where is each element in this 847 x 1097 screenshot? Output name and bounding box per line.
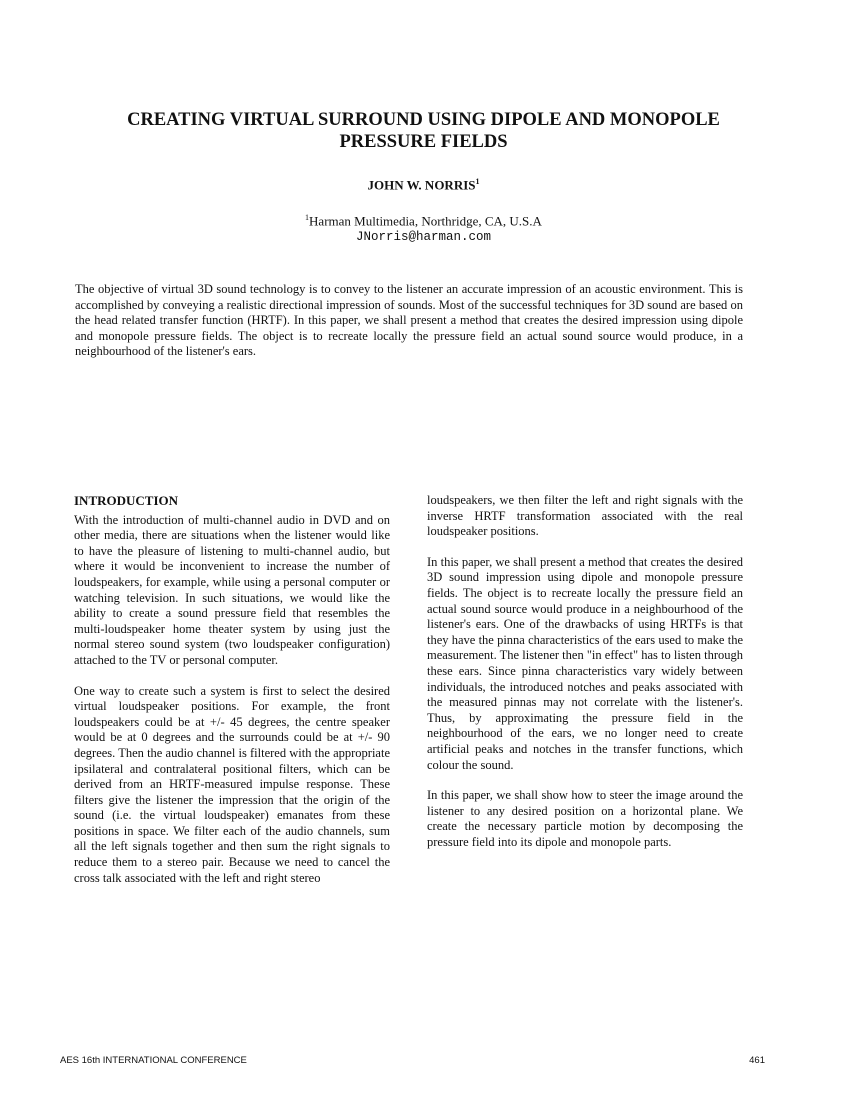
affiliation-superscript: 1 (305, 213, 310, 222)
intro-paragraph-1: With the introduction of multi-channel audio in DVD and on other media, there are situations when the listener would like to have the pleasure of listening to multi-channel audio, but where it would be inconvenient to increase the number of loudspeakers, for example, while using a personal computer or watching television. In such situations, we would like the ability to create a sound pressure field that resembles the multi-loudspeaker home theater system by using just the normal stereo sound system (two loudspeaker configuration) attached to the TV or personal computer. (74, 512, 390, 667)
author-superscript: 1 (475, 177, 480, 186)
author-email: JNorris@harman.com (355, 230, 492, 245)
footer-page-number: 461 (749, 1055, 765, 1066)
section-heading-introduction: INTRODUCTION (74, 493, 179, 508)
intro-paragraph-2: One way to create such a system is first to select the desired virtual loudspeaker positions. For example, the front loudspeakers could be at +/- 45 degrees, the centre speaker would be at 0 degrees and the surrounds could be at +/- 90 degrees. Then the audio channel is filtered with the appropriate ipsilateral and contralateral positional filters, which can be derived from an HRTF-measured impulse response. These filters give the listener the impression that the origin of the sound (i.e. the virtual loudspeaker) emanates from these positions in space. We filter each of the audio channels, sum all the left signals together and then sum the right signals to reduce them to a stereo pair. Because we need to cancel the cross talk associated with the left and right stereo (74, 683, 390, 885)
intro-paragraph-3: In this paper, we shall present a method that creates the desired 3D sound impression using dipole and monopole pressure fields. The object is to recreate locally the pressure field an actual sound source would produce in a neighbourhood of the listener's ears. One of the drawbacks of using HRTFs is that they have the pinna characteristics of the ears used to make the measurement. The listener then "in effect" has to listen through these ears. Since pinna characteristics vary widely between individuals, the introduced notches and peaks associated with the measured pinnas may not correlate with the listener's. Thus, by approximating the pressure field in the neighbourhood of the ears, we no longer need to create artificial peaks and notches in the transfer functions, which colour the sound. (427, 554, 743, 772)
paper-title-line-1: CREATING VIRTUAL SURROUND USING DIPOLE AND MONOPOLE (127, 110, 720, 130)
left-column (74, 493, 390, 901)
affiliation-org: Harman Multimedia, Northridge, CA, U.S.A (309, 213, 542, 229)
intro-paragraph-4: In this paper, we shall show how to steer the image around the listener to any desired position on a horizontal plane. We create the necessary particle motion by decomposing the pressure field into its dipole and monopole parts. (427, 788, 743, 849)
abstract: The objective of virtual 3D sound technology is to convey to the listener an accurate impression of an acoustic environment. This is accomplished by conveying a realistic directional impression of sounds. Most of the successful techniques for 3D sound are based on the head related transfer function (HRTF). In this paper, we shall present a method that creates the desired impression using dipole and monopole pressure fields. The object is to recreate locally the pressure field an actual sound source would produce, in a neighbourhood of the listener's ears. (75, 282, 743, 359)
affiliation (0, 210, 847, 245)
author-name: JOHN W. NORRIS (367, 177, 476, 193)
footer-conference: AES 16th INTERNATIONAL CONFERENCE (60, 1055, 247, 1066)
intro-paragraph-2-continued: loudspeakers, we then filter the left and right signals with the inverse HRTF transformation associated with the real loudspeaker positions. (427, 493, 743, 539)
right-column (427, 493, 743, 865)
paper-title (60, 109, 787, 153)
paper-title-line-2: PRESSURE FIELDS (339, 132, 508, 152)
author (0, 177, 847, 193)
